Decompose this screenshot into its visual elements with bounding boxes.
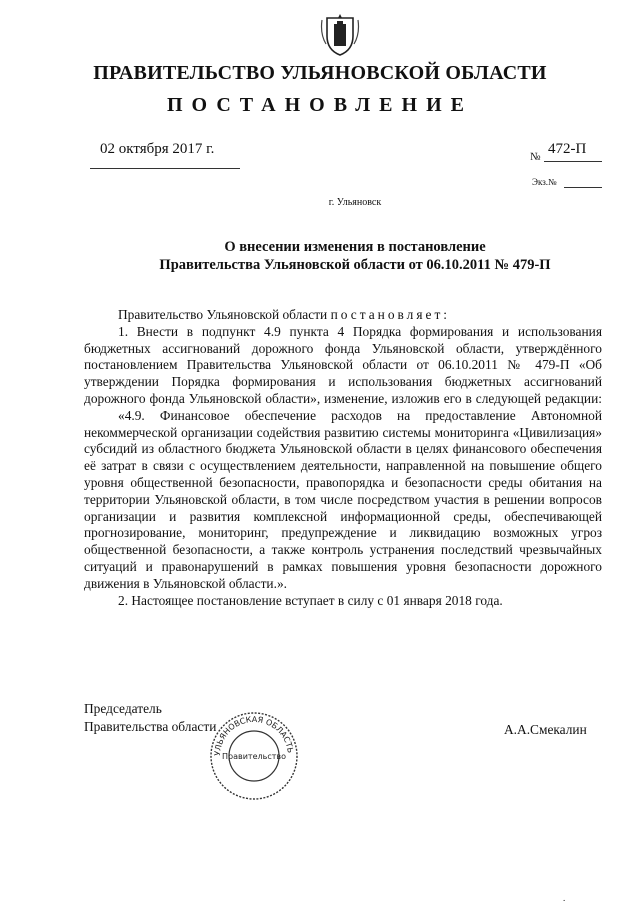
signatory-title — [84, 700, 216, 736]
document-date: 02 октября 2017 г. — [100, 141, 215, 157]
date-underline — [90, 168, 240, 169]
quote-paragraph: «4.9. Финансовое обеспечение расходов на предоставление Автономной некоммерческой организации содействия развитию системы мониторинга «Цивилизация» субсидий из областного бюджета Ульяновской области в целях финансового обеспечения её затрат в связи с осуществлением деятельности, направленной на повышение общего уровня общественной безопасности, правопорядка и безопасности среды обитания на территории Ульяновской области, в том числе посредством участия в решении вопросов организации и развития комплексной информационной среды, обеспечивающей прогнозирование, мониторинг, предупреждение и ликвидацию возможных угроз общественной безопасности, а также контроль устранения последствий чрезвычайных ситуаций и правонарушений в рамках повышения уровня безопасности дорожного движения в Ульяновской области.». — [84, 407, 602, 591]
item-1-paragraph: 1. Внести в подпункт 4.9 пункта 4 Порядка формирования и использования бюджетных ассигнований дорожного фонда Ульяновской области, утверждённого постановлением Правительства Ульяновской области от 06.10.2011 № 479-П «Об утверждении Порядка формирования и использования бюджетных ассигнований дорожного фонда Ульяновской области», изменение, изложив его в следующей редакции: — [84, 323, 602, 406]
city: г. Ульяновск — [328, 197, 382, 208]
item-2-paragraph: 2. Настоящее постановление вступает в силу с 01 января 2018 года. — [118, 592, 503, 608]
number-prefix: № — [530, 151, 541, 163]
intro-prefix: Правительство Ульяновской области — [118, 307, 331, 322]
coat-of-arms-icon — [320, 14, 360, 56]
intro-paragraph — [84, 307, 602, 324]
number-underline — [544, 161, 602, 162]
document-title — [0, 238, 640, 274]
document-body — [84, 307, 602, 609]
page-mark: . — [563, 893, 566, 903]
signatory-name: А.А.Смекалин — [504, 722, 587, 737]
title-line-2: Правительства Ульяновской области от 06.10.2011 № 479-П — [159, 257, 551, 273]
intro-verb: постановляет: — [330, 307, 451, 322]
stamp-center-text: Правительство — [222, 752, 286, 761]
copy-underline — [564, 187, 602, 188]
title-line-1: О внесении изменения в постановление — [224, 239, 486, 255]
document-number: 472-П — [548, 141, 587, 157]
official-stamp — [208, 710, 300, 802]
document-kind: ПОСТАНОВЛЕНИЕ — [167, 94, 473, 116]
signatory-title-line-1: Председатель — [84, 701, 162, 716]
signatory-title-line-2: Правительства области — [84, 719, 217, 734]
copy-label: Экз.№ — [532, 177, 557, 187]
stamp-ring-text: УЛЬЯНОВСКАЯ ОБЛАСТЬ — [212, 714, 295, 757]
organization-name: ПРАВИТЕЛЬСТВО УЛЬЯНОВСКОЙ ОБЛАСТИ — [93, 62, 547, 84]
